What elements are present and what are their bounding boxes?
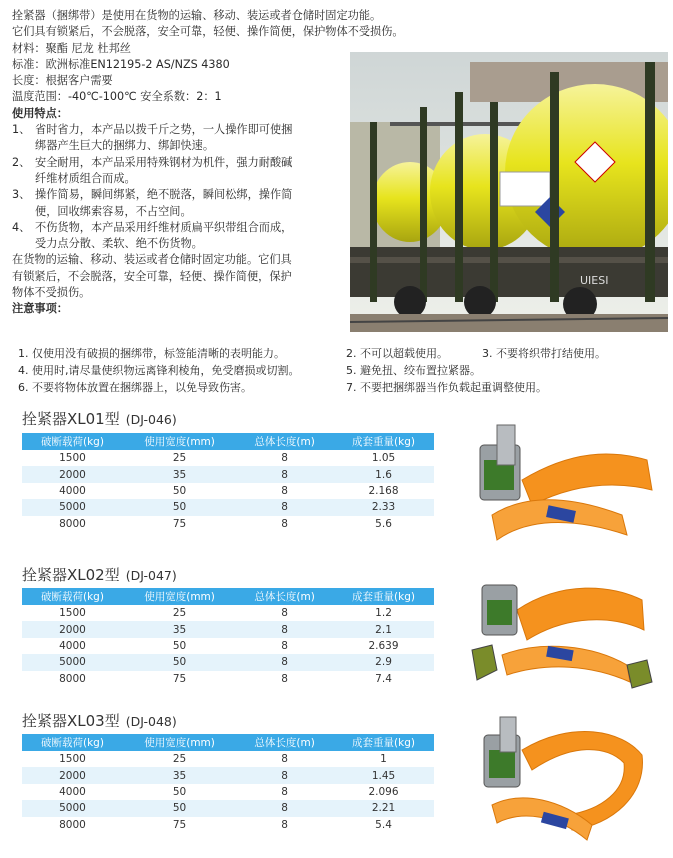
table-cell: 5000 [22,654,123,670]
table-cell: 8 [236,800,333,816]
ratchet-strap-xl03-image [462,715,662,850]
table-cell: 8 [236,654,333,670]
spec-table-xl01 [22,433,434,532]
table-cell: 50 [123,499,236,515]
table-row [22,450,434,466]
table-cell: 5000 [22,499,123,515]
table-cell: 8000 [59,672,86,685]
table-cell: 25 [172,753,187,766]
table-cell: 8 [236,466,333,482]
table-cell: 8 [281,672,288,685]
table-cell: 8 [281,517,288,530]
table-cell: 1.2 [375,607,392,620]
note-3: 3. 不要将织带打结使用。 [482,347,606,360]
table-row [22,499,434,515]
table-cell: 8 [236,621,333,637]
ratchet-strap-xl02-image [462,570,662,705]
table-cell: 1500 [59,452,86,465]
intro-line: 拴紧器（捆绑带）是使用在货物的运输、移动、装运或者仓储时固定功能。 [12,9,382,22]
feature-2: 2、 安全耐用，本产品采用特殊钢材为机件，强力耐酸碱 [12,155,293,169]
table-cell: 8000 [59,517,86,530]
table-cell: 35 [123,466,236,482]
wagon-marking: UIESI [580,274,609,287]
table-cell: 8 [236,499,333,515]
column-header: 破断载荷(kg) [22,588,123,605]
table-cell: 2.096 [368,785,399,798]
model-title-xl01: 拴紧器XL01型 (DJ-046) [22,410,177,428]
feature-2-cont: 纤维材质组合而成。 [35,171,136,185]
column-header: 总体长度(m) [236,433,333,450]
column-header: 破断载荷(kg) [22,433,123,450]
table-row [22,767,434,783]
table-cell: 50 [172,785,187,798]
ratchet-strap-loop-icon [462,715,662,850]
table-row [22,784,434,800]
column-header: 成套重量(kg) [333,433,434,450]
table-cell: 35 [123,767,236,783]
table-cell: 2.21 [333,800,434,816]
table-cell: 1500 [59,607,86,620]
column-header: 成套重量(kg) [333,588,434,605]
note-4: 4. 使用时,请尽量使织物远离锋利棱角，免受磨损或切割。 [18,364,300,377]
feature-3-cont: 便，回收绑索容易，不占空间。 [35,204,192,218]
feature-1-cont: 绑器产生巨大的捆绑力、绑卸快速。 [35,139,215,153]
table-cell: 4000 [59,785,86,798]
table-cell: 2.639 [368,639,399,652]
intro-text [12,8,404,318]
spec-table-xl02 [22,588,434,687]
table-cell: 75 [172,818,187,831]
table-cell: 1.45 [333,767,434,783]
column-header: 使用宽度(mm) [123,433,236,450]
table-cell: 1 [380,753,387,766]
table-row [22,516,434,532]
table-cell: 5.6 [375,517,392,530]
table-cell: 8 [281,818,288,831]
table-cell: 25 [172,452,187,465]
column-header: 使用宽度(mm) [123,588,236,605]
table-cell: 50 [123,654,236,670]
table-row [22,605,434,621]
table-cell: 50 [172,484,187,497]
table-row [22,638,434,654]
table-cell: 1.6 [333,466,434,482]
table-row [22,751,434,767]
note-6: 6. 不要将物体放置在捆绑器上，以免导致伤害。 [18,381,252,394]
table-cell: 1500 [59,753,86,766]
column-header: 总体长度(m) [236,588,333,605]
temperature-line: 温度范围：-40℃-100℃ 安全系数：2：1 [12,90,222,104]
summary-line: 物体不受损伤。 [12,286,91,300]
table-cell: 2000 [22,767,123,783]
feature-1: 1、 省时省力，本产品以拨千斤之势，一人操作即可使捆 [12,123,293,137]
table-cell: 8 [281,452,288,465]
column-header: 破断载荷(kg) [22,734,123,751]
table-cell: 4000 [59,639,86,652]
feature-4-cont: 受力点分散、柔软、绝不伤货物。 [35,237,203,251]
column-header: 成套重量(kg) [333,734,434,751]
material-line: 材料：聚酯 尼龙 杜邦丝 [12,41,131,55]
table-row [22,671,434,687]
table-cell: 50 [123,800,236,816]
note-7: 7. 不要把捆绑器当作负载起重调整使用。 [346,381,547,394]
model-title-xl02: 拴紧器XL02型 (DJ-047) [22,566,177,584]
standard-line: 标准：欧洲标准EN12195-2 AS/NZS 4380 [12,57,230,71]
table-row [22,466,434,482]
ratchet-strap-icon [462,420,662,550]
table-cell: 2.33 [333,499,434,515]
tank-wagon-illustration [350,52,668,332]
length-line: 长度：根据客户需要 [12,74,113,88]
table-cell: 8 [236,767,333,783]
railway-cargo-photo [350,52,668,332]
notes-title: 注意事项： [12,302,68,316]
table-row [22,817,434,833]
note-5: 5. 避免扭、绞布置拉紧器。 [346,364,481,377]
table-cell: 75 [172,672,187,685]
table-cell: 5000 [22,800,123,816]
table-cell: 2000 [22,466,123,482]
column-header: 总体长度(m) [236,734,333,751]
table-cell: 35 [123,621,236,637]
ratchet-strap-hook-icon [462,570,662,705]
table-cell: 7.4 [375,672,392,685]
table-cell: 8000 [59,818,86,831]
feature-3: 3、 操作简易，瞬间绑紧，绝不脱落，瞬间松绑，操作简 [12,188,293,202]
table-cell: 2.9 [333,654,434,670]
note-2: 2. 不可以超载使用。 [346,347,448,360]
table-row [22,654,434,670]
table-cell: 8 [281,607,288,620]
table-cell: 2.1 [333,621,434,637]
table-cell: 2000 [22,621,123,637]
note-1: 1. 仅使用没有破损的捆绑带，标签能清晰的表明能力。 [18,347,285,360]
summary-line: 在货物的运输、移动、装运或者仓储时固定功能。它们具 [12,253,292,267]
table-row [22,483,434,499]
table-cell: 25 [172,607,187,620]
table-cell: 1.05 [371,452,396,465]
intro-line: 它们具有锁紧后，不会脱落，安全可靠，轻便、操作简便，保护物体不受损伤。 [12,25,404,39]
ratchet-strap-xl01-image [462,420,662,550]
table-row [22,800,434,816]
table-row [22,621,434,637]
column-header: 使用宽度(mm) [123,734,236,751]
spec-table-xl03 [22,734,434,833]
table-cell: 8 [281,785,288,798]
model-title-xl03: 拴紧器XL03型 (DJ-048) [22,712,177,730]
features-title: 使用特点： [12,106,68,120]
table-cell: 50 [172,639,187,652]
summary-line: 有锁紧后，不会脱落，安全可靠，轻便、操作简便，保护 [12,269,292,283]
table-cell: 4000 [59,484,86,497]
table-cell: 75 [172,517,187,530]
table-cell: 8 [281,484,288,497]
table-cell: 5.4 [375,818,392,831]
table-cell: 2.168 [368,484,399,497]
table-cell: 8 [281,753,288,766]
table-cell: 8 [281,639,288,652]
feature-4: 4、 不伤货物，本产品采用纤维材质扁平织带组合而成， [12,220,293,234]
